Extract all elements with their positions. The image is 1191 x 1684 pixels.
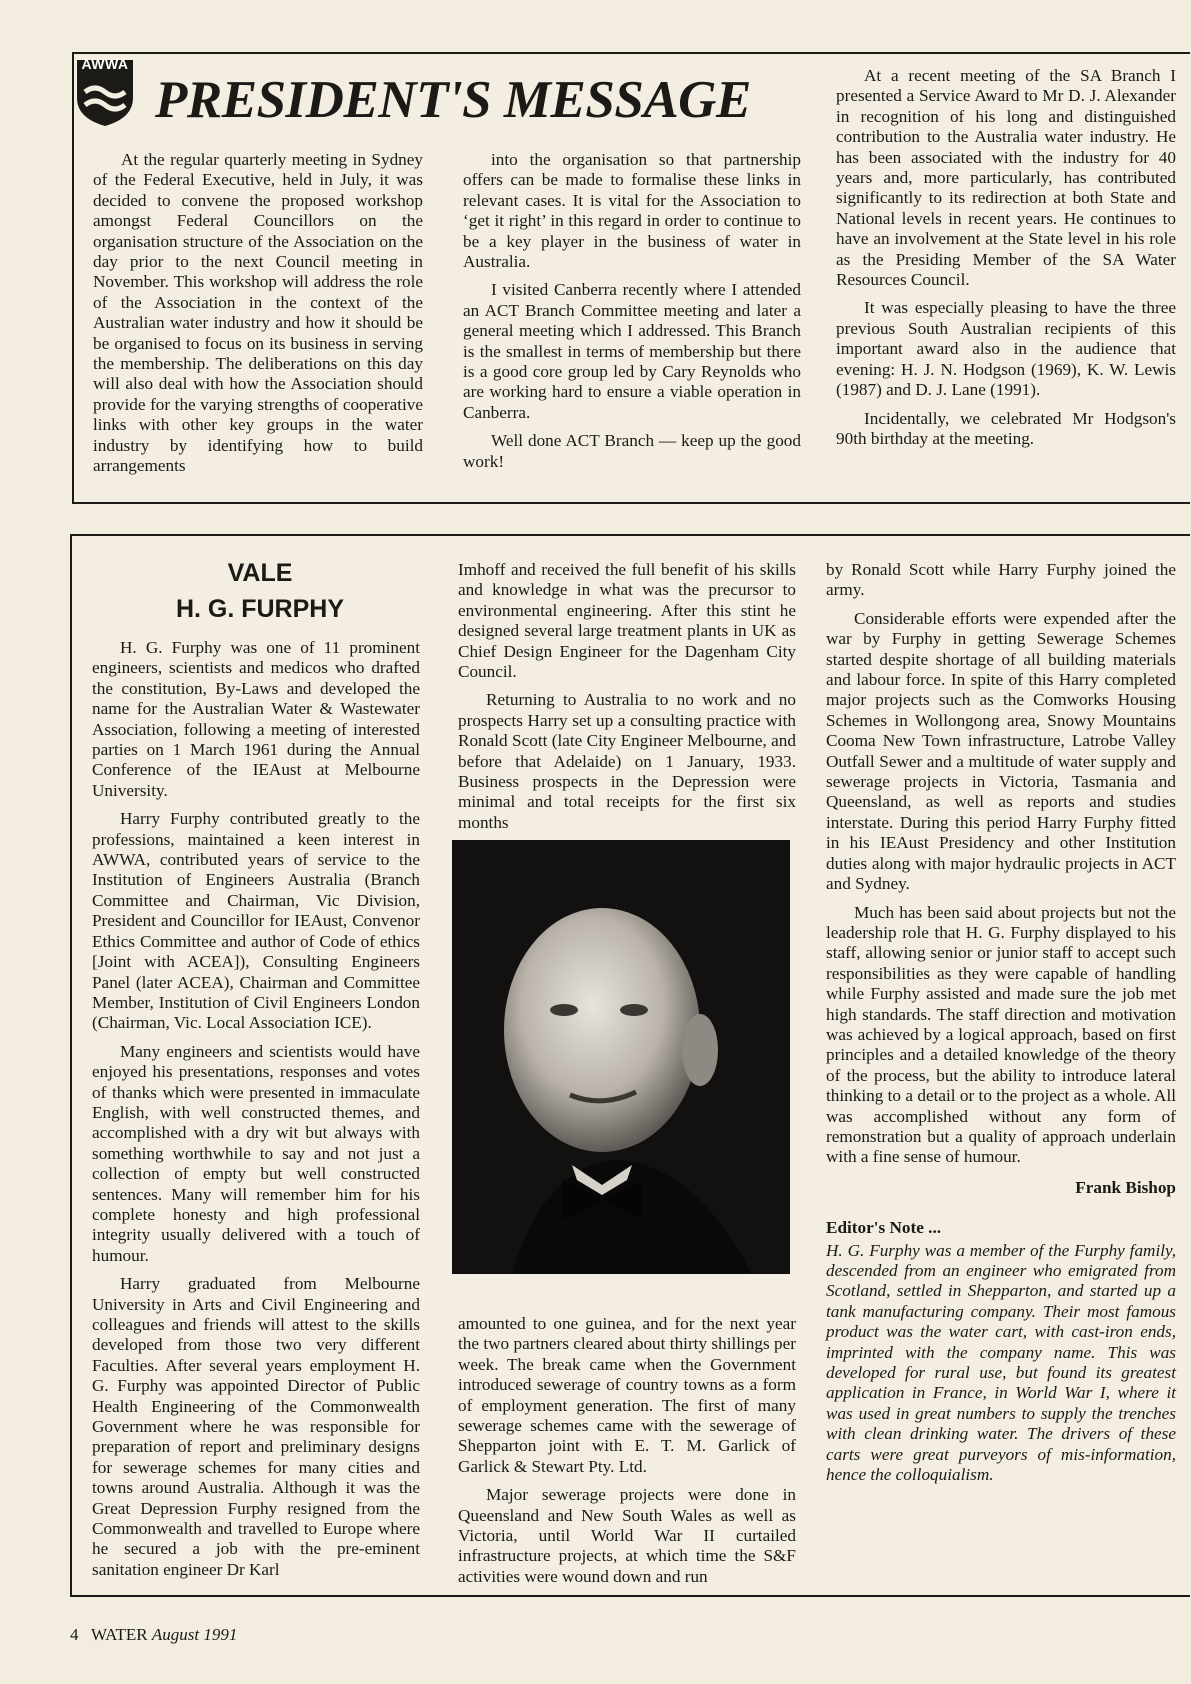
pm-column-3 <box>836 66 1176 457</box>
page-number: 4 <box>70 1625 79 1644</box>
issue-date: August 1991 <box>151 1625 238 1644</box>
pm-column-1 <box>93 150 423 485</box>
vale-heading: VALE <box>227 559 293 587</box>
vale-name-heading: H. G. FURPHY <box>175 595 345 623</box>
vale-column-2-bottom <box>458 1314 796 1595</box>
paragraph: Imhoff and received the full benefit of his skills and knowledge in what was the precursor to environmental engineering. After this stint he designed several large treatment plants in UK as Chief Design Engineer for the Dagenham City Council. <box>458 560 796 682</box>
publication-name: WATER <box>90 1625 148 1644</box>
pm-column-2 <box>463 150 801 480</box>
logo-text: AWWA <box>81 56 129 72</box>
paragraph: Harry Furphy contributed greatly to the professions, maintained a keen interest in AWWA, contributed years of service to the Institution of Engineers Australia (Branch Committee and Chairman, Vic Division, President and Councillor for IEAust, Convenor Ethics Committee and author of Code of ethics [Joint with ACEA]), Consulting Engineers Panel (later ACEA), Chairman and Committee Member, Institution of Civil Engineers London (Chairman, Vic. Local Association ICE). <box>92 809 420 1033</box>
paragraph: Harry graduated from Melbourne University in Arts and Civil Engineering and colleagues and friends will attest to the skills developed from those two very different Faculties. After several years employment H. G. Furphy was appointed Director of Public Health Engineering of the Commonwealth Government where he was responsible for preparation of report and preliminary designs for sewerage schemes for many cities and towns around Australia. Although it was the Great Depression Furphy resigned from the Commonwealth and travelled to Europe where he secured a job with the pre-eminent sanitation engineer Dr Karl <box>92 1274 420 1579</box>
paragraph: Well done ACT Branch — keep up the good work! <box>463 431 801 471</box>
paragraph: Incidentally, we celebrated Mr Hodgson's 90th birthday at the meeting. <box>836 408 1176 448</box>
paragraph: amounted to one guinea, and for the next year the two partners cleared about thirty shillings per week. The break came when the Government introduced sewerage of country towns as a form of employment generation. The first of many sewerage schemes came with the sewerage of Shepparton joint with E. T. M. Garlick of Garlick & Stewart Pty. Ltd. <box>458 1314 796 1476</box>
portrait-photo <box>452 840 790 1274</box>
page-footer <box>70 1625 237 1645</box>
page-title: PRESIDENT'S MESSAGE <box>155 71 751 129</box>
paragraph: Much has been said about projects but not the leadership role that H. G. Furphy displayed to his staff, allowing senior or junior staff to accept such responsibilities as they were capable of handling while Furphy assisted and made sure the job met high standards. The staff direction and motivation was achieved by a logical approach, based on first principles and a detailed knowledge of the theory of the process, but the ability to introduce lateral thinking to a detail or to the project as a whole. All was accomplished without any form of remonstration but a quality of approach underlain with a fine sense of humour. <box>826 902 1176 1167</box>
vale-column-3 <box>826 560 1176 1493</box>
paragraph: Major sewerage projects were done in Queensland and New South Wales as well as Victoria, until World War II curtailed infrastructure projects, at which time the S&F activities were wound down and run <box>458 1485 796 1586</box>
paragraph: Many engineers and scientists would have enjoyed his presentations, responses and votes of thanks which were presented in immaculate English, with well constructed themes, and accomplished with a dry wit but always with something worthwhile to say and not just a collection of empty but well constructed sentences. Many will remember him for his complete honesty and high professional integrity usually delivered with a touch of humour. <box>92 1041 420 1265</box>
paragraph: I visited Canberra recently where I attended an ACT Branch Committee meeting and later a general meeting which I addressed. This Branch is the smallest in terms of membership but there is a good core group led by Cary Reynolds who are working hard to ensure a viable operation in Canberra. <box>463 280 801 422</box>
paragraph: H. G. Furphy was one of 11 prominent engineers, scientists and medicos who drafted the constitution, By-Laws and developed the name for the Australian Water & Wastewater Association, following a meeting of interested parties on 1 March 1961 during the Annual Conference of the IEAust at Melbourne University. <box>92 638 420 800</box>
paragraph: At the regular quarterly meeting in Sydney of the Federal Executive, held in July, it was decided to convene the proposed workshop amongst Federal Councillors on the organisation structure of the Association on the day prior to the next Council meeting in November. This workshop will address the role of the Association in the context of the Australian water industry and how it should be be organised to focus on its business in serving the membership. The deliberations on this day will also deal with how the Association should provide for the varying strengths of cooperative links with other key groups in the water industry by identifying how to build arrangements <box>93 150 423 476</box>
paragraph: by Ronald Scott while Harry Furphy joined the army. <box>826 560 1176 600</box>
paragraph: It was especially pleasing to have the three previous South Australian recipients of this important award also in the audience that evening: H. J. N. Hodgson (1969), K. W. Lewis (1987) and D. J. Lane (1991). <box>836 298 1176 400</box>
editor-note: H. G. Furphy was a member of the Furphy family, descended from an engineer who emigrated from Scotland, settled in Shepparton, and started up a tank manufacturing company. Their most famous product was the water cart, with cast-iron ends, imprinted with the company name. This was developed for rural use, but found its greatest application in France, in World War I, where it was used in great numbers to supply the trenches with clean drinking water. The drivers of these carts were great purveyors of mis-information, hence the colloquialism. <box>826 1240 1176 1485</box>
author-signature: Frank Bishop <box>1075 1177 1176 1197</box>
paragraph: into the organisation so that partnership offers can be made to formalise these links in relevant cases. It is vital for the Association to ‘get it right’ in this regard in order to continue to be a key player in the business of water in Australia. <box>463 150 801 272</box>
vale-column-1 <box>92 638 420 1588</box>
editor-note-heading: Editor's Note ... <box>826 1218 942 1238</box>
paragraph: Returning to Australia to no work and no prospects Harry set up a consulting practice with Ronald Scott (late City Engineer Melbourne, and before that Adelaide) on 1 January, 1933. Business prospects in the Depression were minimal and total receipts for the first six months <box>458 690 796 832</box>
paragraph: At a recent meeting of the SA Branch I presented a Service Award to Mr D. J. Alexander in recognition of his long and distinguished contribution to the Australia water industry. He has been associated with the industry for 40 years and, more particularly, has contributed significantly to its redirection at both State and National levels in recent years. He continues to have an involvement at the State level in his role as the Presiding Member of the SA Water Resources Council. <box>836 66 1176 290</box>
vale-column-2-top <box>458 560 796 841</box>
paragraph: Considerable efforts were expended after the war by Furphy in getting Sewerage Schemes started despite shortage of all building materials and labour force. In spite of this Harry completed major projects such as the Comworks Housing Schemes in Wollongong area, Snowy Mountains Cooma New Town infrastructure, Latrobe Valley Outfall Sewer and a multitude of water supply and sewerage projects in Victoria, Tasmania and Queensland, as well as reports and studies interstate. During this period Harry Furphy fitted in his IEAust Presidency and other Institution duties along with major hydraulic projects in ACT and Sydney. <box>826 608 1176 894</box>
